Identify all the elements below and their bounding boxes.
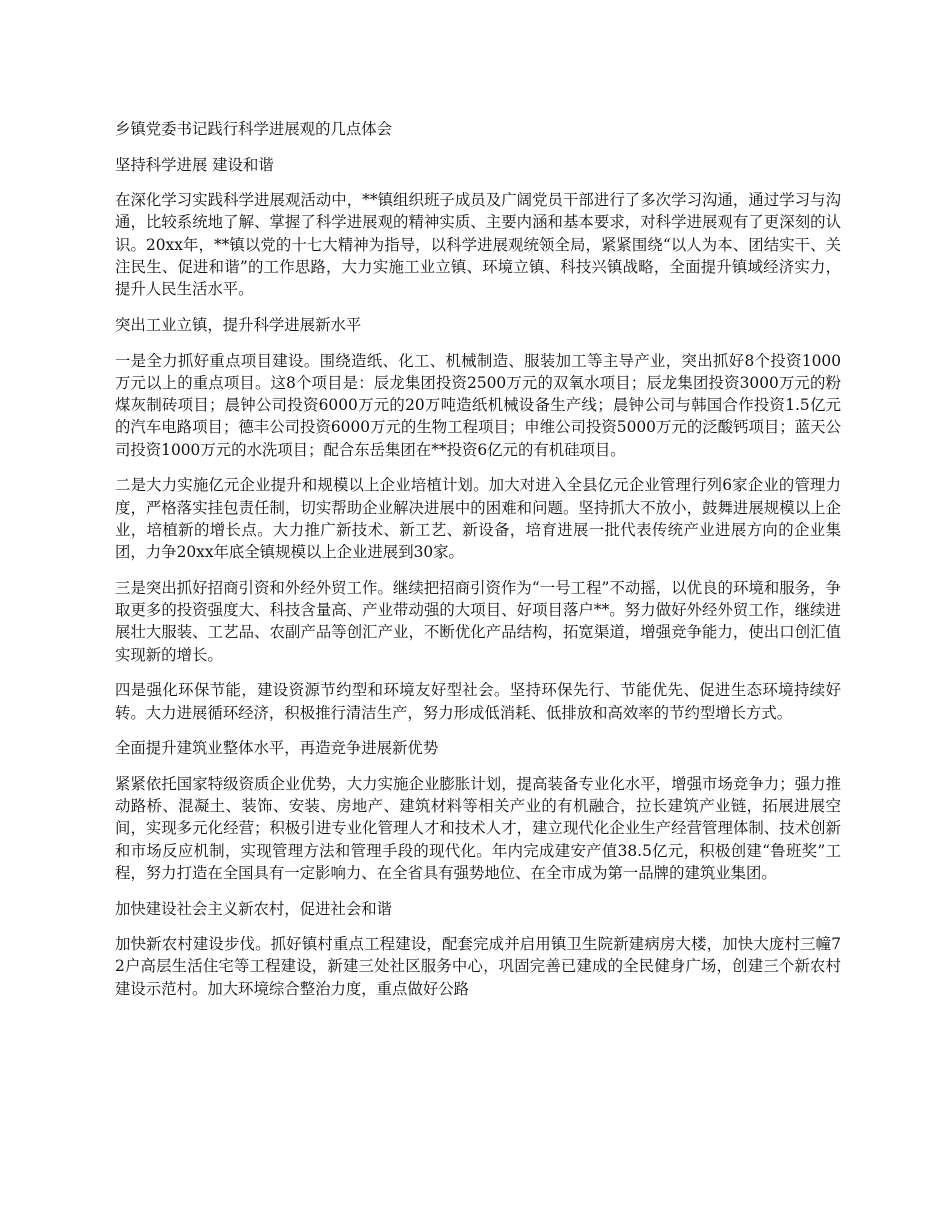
document-title: 乡镇党委书记践行科学进展观的几点体会	[115, 120, 393, 138]
body-paragraph: 在深化学习实践科学进展观活动中，**镇组织班子成员及广阔党员干部进行了多次学习沟通，通过学习与沟通，比较系统地了解、掌握了科学进展观的精神实质、主要内涵和基本要求，对科学进展观有了更深刻的认识。20xx年，**镇以党的十七大精神为指导，以科学进展观统领全局，紧紧围绕“以人为本、团结实干、关注民生、促进和谐”的工作思路，大力实施工业立镇、环境立镇、科技兴镇战略，全面提升镇域经济实力，提升人民生活水平。	[115, 191, 841, 299]
section-heading: 坚持科学进展 建设和谐	[115, 155, 274, 174]
body-paragraph: 二是大力实施亿元企业提升和规模以上企业培植计划。加大对进入全县亿元企业管理行列6家企业的管理力度，严格落实挂包责任制，切实帮助企业解决进展中的困难和问题。坚持抓大不放小，鼓舞进展规模以上企业，培植新的增长点。大力推广新技术、新工艺、新设备，培育进展一批代表传统产业进展方向的企业集团，力争20xx年底全镇规模以上企业进展到30家。	[115, 476, 841, 562]
document-page	[115, 118, 841, 1013]
body-paragraph: 四是强化环保节能，建设资源节约型和环境友好型社会。坚持环保先行、节能优先、促进生态环境持续好转。大力进展循环经济，积极推行清洁生产，努力形成低消耗、低排放和高效率的节约型增长方式。	[115, 681, 841, 722]
body-paragraph: 紧紧依托国家特级资质企业优势，大力实施企业膨胀计划，提高装备专业化水平，增强市场竞争力；强力推动路桥、混凝土、装饰、安装、房地产、建筑材料等相关产业的有机融合，拉长建筑产业链，拓展进展空间，实现多元化经营；积极引进专业化管理人才和技术人才，建立现代化企业生产经营管理体制、技术创新和市场反应机制，实现管理方法和管理手段的现代化。年内完成建安产值38.5亿元，积极创建“鲁班奖”工程，努力打造在全国具有一定影响力、在全省具有强势地位、在全市成为第一品牌的建筑业集团。	[115, 774, 841, 882]
body-paragraph: 三是突出抓好招商引资和外经外贸工作。继续把招商引资作为“一号工程”不动摇，以优良的环境和服务，争取更多的投资强度大、科技含量高、产业带动强的大项目、好项目落户**。努力做好外经外贸工作，继续进展壮大服装、工艺品、农副产品等创汇产业，不断优化产品结构，拓宽渠道，增强竞争能力，使出口创汇值实现新的增长。	[115, 578, 841, 664]
section-heading: 突出工业立镇，提升科学进展新水平	[115, 315, 362, 334]
section-heading: 加快建设社会主义新农村，促进社会和谐	[115, 899, 393, 918]
body-paragraph: 加快新农村建设步伐。抓好镇村重点工程建设，配套完成并启用镇卫生院新建病房大楼，加快大庞村三幢72户高层生活住宅等工程建设，新建三处社区服务中心，巩固完善已建成的全民健身广场，创建三个新农村建设示范村。加大环境综合整治力度，重点做好公路	[115, 935, 841, 998]
section-heading: 全面提升建筑业整体水平，再造竞争进展新优势	[115, 739, 439, 758]
body-paragraph: 一是全力抓好重点项目建设。围绕造纸、化工、机械制造、服装加工等主导产业，突出抓好8个投资1000万元以上的重点项目。这8个项目是：辰龙集团投资2500万元的双氧水项目；辰龙集团投资3000万元的粉煤灰制砖项目；晨钟公司投资6000万元的20万吨造纸机械设备生产线；晨钟公司与韩国合作投资1.5亿元的汽车电路项目；德丰公司投资6000万元的生物工程项目；申维公司投资5000万元的泛酸钙项目；蓝天公司投资1000万元的水洗项目；配合东岳集团在**投资6亿元的有机硅项目。	[115, 351, 841, 459]
